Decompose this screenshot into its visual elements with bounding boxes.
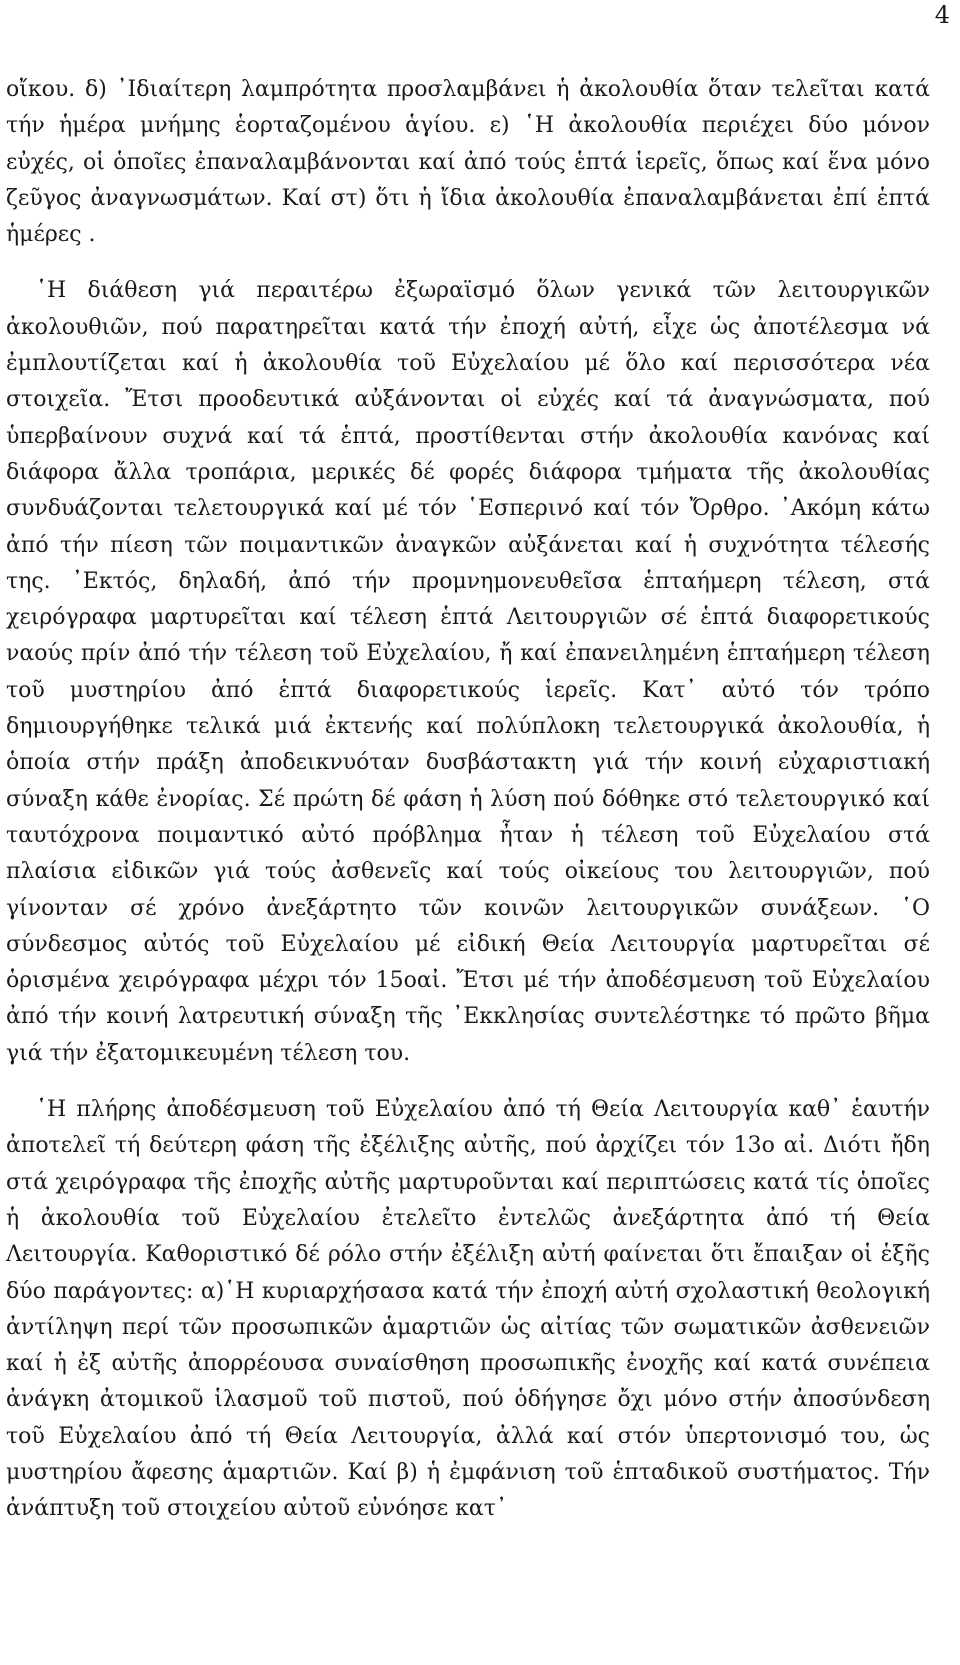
paragraph-detachment: ῾Η πλήρης ἀποδέσμευση τοῦ Εὐχελαίου ἀπό τή Θεία Λειτουργία καθ᾿ ἑαυτήν ἀποτελεῖ τή δεύτερη φάση τῆς ἐξέλιξης αὐτῆς, πού ἀρχίζει τόν 13ο αἰ. Διότι ἤδη στά χειρόγραφα τῆς ἐποχῆς αὐτῆς μαρτυροῦνται καί περιπτώσεις κατά τίς ὁποῖες ἡ ἀκολουθία τοῦ Εὐχελαίου ἐτελεῖτο ἐντελῶς ἀνεξάρτητα ἀπό τή Θεία Λειτουργία. Καθοριστικό δέ ρόλο στήν ἐξέλιξη αὐτή φαίνεται ὅτι ἔπαιξαν οἱ ἑξῆς δύο παράγοντες: α)῾Η κυριαρχήσασα κατά τήν ἐποχή αὐτή σχολαστική θεολογική ἀντίληψη περί τῶν προσωπικῶν ἁμαρτιῶν ὡς αἰτίας τῶν σωματικῶν ἀσθενειῶν καί ἡ ἐξ αὐτῆς ἀπορρέουσα συναίσθηση προσωπικῆς ἐνοχῆς καί κατά συνέπεια ἀνάγκη ἀτομικοῦ ἱλασμοῦ τοῦ πιστοῦ, πού ὁδήγησε ὄχι μόνο στήν ἀποσύνδεση τοῦ Εὐχελαίου ἀπό τή Θεία Λειτουργία, ἀλλά καί στόν ὑπερτονισμό του, ὡς μυστηρίου ἄφεσης ἁμαρτιῶν. Καί β) ἡ ἐμφάνιση τοῦ ἑπταδικοῦ συστήματος. Τήν ἀνάπτυξη τοῦ στοιχείου αὐτοῦ εὐνόησε κατ᾿: [6, 1097, 930, 1522]
paragraph-continuation: οἴκου. δ) ᾿Ιδιαίτερη λαμπρότητα προσλαμβάνει ἡ ἀκολουθία ὅταν τελεῖται κατά τήν ἡμέρα μνήμης ἑορταζομένου ἁγίου. ε) ῾Η ἀκολουθία περιέχει δύο μόνον εὐχές, οἱ ὁποῖες ἐπαναλαμβάνονται καί ἀπό τούς ἑπτά ἱερεῖς, ὅπως καί ἕνα μόνο ζεῦγος ἀναγνωσμάτων. Καί στ) ὅτι ἡ ἴδια ἀκολουθία ἐπαναλαμβάνεται ἐπί ἑπτά ἡμέρες .: [6, 77, 930, 248]
paragraph-development: ῾Η διάθεση γιά περαιτέρω ἐξωραϊσμό ὅλων γενικά τῶν λειτουργικῶν ἀκολουθιῶν, πού παρατηρεῖται κατά τήν ἐποχή αὐτή, εἶχε ὡς ἀποτέλεσμα νά ἐμπλουτίζεται καί ἡ ἀκολουθία τοῦ Εὐχελαίου μέ ὅλο καί περισσότερα νέα στοιχεῖα. Ἔτσι προοδευτικά αὐξάνονται οἱ εὐχές καί τά ἀναγνώσματα, πού ὑπερβαίνουν συχνά καί τά ἑπτά, προστίθενται στήν ἀκολουθία κανόνας καί διάφορα ἄλλα τροπάρια, μερικές δέ φορές διάφορα τμήματα τῆς ἀκολουθίας συνδυάζονται τελετουργικά καί μέ τόν ῾Εσπερινό καί τόν Ὄρθρο. ᾿Ακόμη κάτω ἀπό τήν πίεση τῶν ποιμαντικῶν ἀναγκῶν αὐξάνεται καί ἡ συχνότητα τέλεσής της. ᾿Εκτός, δηλαδή, ἀπό τήν προμνημονευθεῖσα ἑπταήμερη τέλεση, στά χειρόγραφα μαρτυρεῖται καί τέλεση ἑπτά Λειτουργιῶν σέ ἑπτά διαφορετικούς ναούς πρίν ἀπό τήν τέλεση τοῦ Εὐχελαίου, ἤ καί ἐπανειλημένη ἑπταήμερη τέλεση τοῦ μυστηρίου ἀπό ἑπτά διαφορετικούς ἱερεῖς. Κατ᾿ αὐτό τόν τρόπο δημιουργήθηκε τελικά μιά ἐκτενής καί πολύπλοκη τελετουργικά ἀκολουθία, ἡ ὁποία στήν πράξη ἀποδεικνυόταν δυσβάστακτη γιά τήν κοινή εὐχαριστιακή σύναξη κάθε ἐνορίας. Σέ πρώτη δέ φάση ἡ λύση πού δόθηκε στό τελετουργικό καί ταυτόχρονα ποιμαντικό αὐτό πρόβλημα ἦταν ἡ τέλεση τοῦ Εὐχελαίου στά πλαίσια εἰδικῶν γιά τούς ἀσθενεῖς καί τούς οἰκείους του λειτουργιῶν, πού γίνονταν σέ χρόνο ἀνεξάρτητο τῶν κοινῶν λειτουργικῶν συνάξεων. ῾Ο σύνδεσμος αὐτός τοῦ Εὐχελαίου μέ εἰδική Θεία Λειτουργία μαρτυρεῖται σέ ὁρισμένα χειρόγραφα μέχρι τόν 15οαἰ. Ἔτσι μέ τήν ἀποδέσμευση τοῦ Εὐχελαίου ἀπό τήν κοινή λατρευτική σύναξη τῆς ᾿Εκκλησίας συντελέστηκε τό πρῶτο βῆμα γιά τήν ἐξατομικευμένη τέλεση του.: [6, 278, 930, 1066]
body-text: [6, 72, 930, 1528]
page-number: 4: [934, 1, 950, 29]
